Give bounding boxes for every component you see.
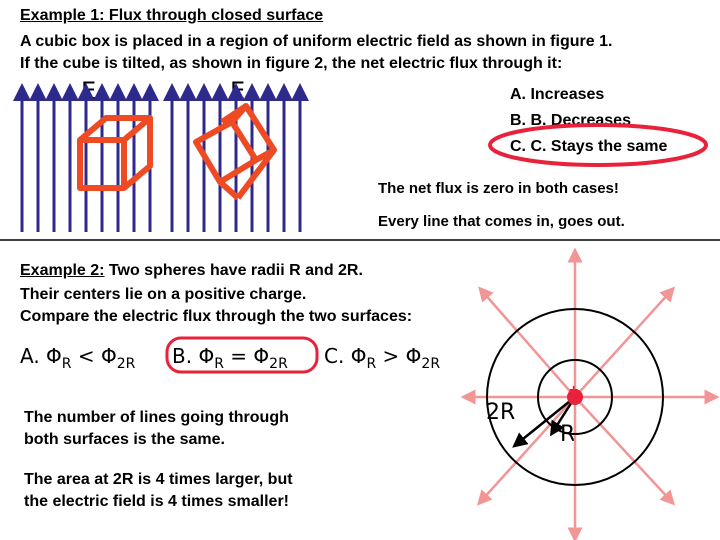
answer-note-1: The net flux is zero in both cases! — [378, 180, 619, 197]
figure1-field-lines — [22, 92, 150, 232]
relation-symbol: > — [376, 344, 406, 368]
subscript-r: R — [214, 356, 224, 372]
option-c-num: C. — [510, 138, 526, 155]
example1-question-line1: A cubic box is placed in a region of uniform electric field as shown in figure 1. — [20, 33, 613, 50]
option-a-num: A. — [510, 86, 526, 103]
option-b-num: B. — [510, 112, 526, 129]
option-a-prefix: A. — [20, 344, 47, 368]
phi-symbol: Φ — [46, 344, 62, 368]
subscript-r: R — [61, 356, 72, 372]
example2-note-1: The number of lines going through — [24, 409, 289, 426]
option-a-text: Increases — [530, 86, 605, 103]
field-label-e-1: E — [81, 77, 97, 105]
relation-symbol: < — [71, 344, 102, 368]
phi-symbol: Φ — [101, 344, 117, 368]
example2-title: Example 2: — [20, 262, 105, 279]
example2-note-3: The area at 2R is 4 times larger, but — [24, 471, 293, 488]
figure1-cube — [80, 118, 150, 188]
phi-symbol: Φ — [253, 344, 270, 368]
radius-2r-arrow — [518, 397, 575, 443]
option-c-prefix: C. — [324, 344, 351, 368]
phi-symbol: Φ — [198, 344, 215, 368]
option-b-text: B. Decreases — [530, 112, 631, 129]
example2-note-4: the electric field is 4 times smaller! — [24, 493, 290, 510]
subscript-r: R — [366, 356, 377, 372]
radius-2r-label: 2R — [486, 400, 516, 425]
example2-line1: Their centers lie on a positive charge. — [20, 286, 307, 303]
example2-note-2: both surfaces is the same. — [24, 431, 225, 448]
example2-title-rest: Two spheres have radii R and 2R. — [104, 262, 363, 279]
radial-field-lines — [468, 255, 712, 535]
subscript-2r: 2R — [421, 356, 441, 372]
charge-plus-sign: + — [569, 382, 579, 399]
example1-title: Example 1: Flux through closed surface — [20, 7, 324, 24]
radius-r-label: R — [560, 422, 576, 447]
subscript-2r: 2R — [116, 356, 136, 372]
option-c-text: C. Stays the same — [530, 138, 668, 155]
phi-symbol: Φ — [405, 344, 422, 368]
answer-highlight-ellipse — [490, 125, 706, 165]
field-label-e-2: E — [230, 77, 246, 105]
answer-highlight-box — [167, 338, 317, 372]
relation-symbol: = — [223, 344, 254, 368]
option-b-prefix: B. — [172, 344, 199, 368]
answer-note-2: Every line that comes in, goes out. — [378, 213, 625, 230]
example1-question-line2: If the cube is tilted, as shown in figure 2, the net electric flux through it: — [20, 55, 563, 72]
example2-line2: Compare the electric flux through the two surfaces: — [20, 308, 413, 325]
phi-symbol: Φ — [350, 344, 367, 368]
subscript-2r: 2R — [269, 356, 288, 372]
